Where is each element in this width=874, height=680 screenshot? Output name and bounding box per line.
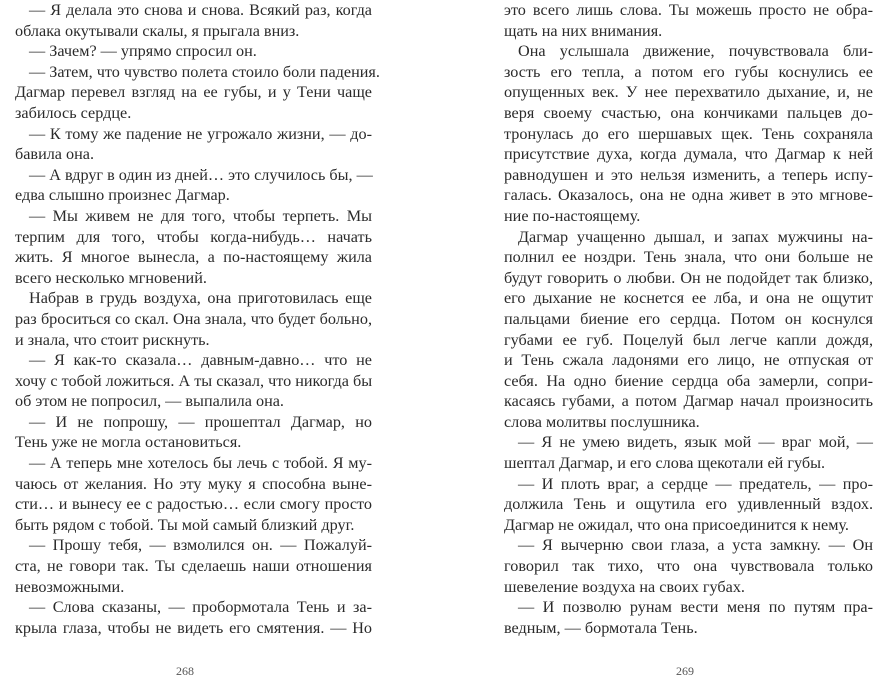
page-number-left: 268 bbox=[176, 664, 194, 678]
text-line: всего несколько мгновений. bbox=[15, 268, 207, 287]
text-line: жить. Я многое вынесла, а по-настоящему жила bbox=[15, 248, 372, 267]
text-line: шевеление воздуха на своих губах. bbox=[504, 577, 745, 596]
text-line: присутствие духа, когда думала, что Дагмар к ней bbox=[504, 145, 873, 164]
text-line: говорил так тихо, что она чувствовала только bbox=[504, 557, 873, 576]
page-number-right: 269 bbox=[676, 664, 694, 678]
text-line: Дагмар не ожидал, что она присоединится к нему. bbox=[504, 515, 849, 534]
text-line: сти… и вынесу ее с радостью… если смогу просто bbox=[15, 495, 372, 514]
text-line: крыла глаза, чтобы не видеть его смятения. — Но bbox=[15, 618, 372, 637]
text-line: невозможными. bbox=[15, 577, 125, 596]
text-line: должила Тень и ощутила его удивленный вздох. bbox=[504, 495, 873, 514]
right-page bbox=[504, 0, 873, 638]
text-line: зость его тепла, а потом его губы коснулись ее bbox=[504, 62, 873, 81]
text-line: — К тому же падение не угрожало жизни, — до- bbox=[29, 124, 372, 143]
text-line: галась. Оказалось, она не одна живет в это мгнове- bbox=[504, 186, 873, 205]
text-line: шептал Дагмар, и его слова щекотали ей губы. bbox=[504, 454, 826, 473]
text-line: — И плоть враг, а сердце — предатель, — про- bbox=[518, 474, 873, 493]
text-line: — Я как-то сказала… давным-давно… что не bbox=[29, 351, 372, 370]
text-line: — А теперь мне хотелось бы лечь с тобой. Я му- bbox=[29, 454, 372, 473]
text-line: себя. На одно биение сердца оба замерли, сопри- bbox=[504, 371, 873, 390]
text-line: касаясь губами, а потом Дагмар начал произносить bbox=[504, 392, 873, 411]
text-line: — Затем, что чувство полета стоило боли падения. bbox=[29, 62, 380, 81]
text-line: ние по-настоящему. bbox=[504, 206, 641, 225]
text-line: облака окутывали скалы, я прыгала вниз. bbox=[15, 21, 300, 40]
text-line: — Слова сказаны, — пробормотала Тень и за- bbox=[29, 598, 372, 617]
text-line: — Прошу тебя, — взмолился он. — Пожалуй- bbox=[29, 536, 372, 555]
text-line: Дагмар учащенно дышал, и запах мужчины на- bbox=[518, 227, 873, 246]
text-line: об этом не попросил, — выпалила она. bbox=[15, 392, 284, 411]
text-line: слова молитвы послушника. bbox=[504, 412, 700, 431]
text-line: ведным, — бормотала Тень. bbox=[504, 618, 698, 637]
text-line: и знала, что стоит рискнуть. bbox=[15, 330, 210, 349]
text-line: Набрав в грудь воздуха, она приготовилась еще bbox=[29, 289, 372, 308]
text-line: губами ее губ. Поцелуй был легче капли дождя, bbox=[504, 330, 873, 349]
text-line: Она услышала движение, почувствовала бли- bbox=[518, 42, 873, 61]
text-line: — А вдруг в один из дней… это случилось бы, — bbox=[29, 165, 373, 184]
text-line: ста, не говори так. Ты сделаешь наши отношения bbox=[15, 557, 372, 576]
text-line: забилось сердце. bbox=[15, 103, 132, 122]
text-line: полнил ее ноздри. Тень знала, что они больше не bbox=[504, 248, 873, 267]
text-line: тронулась до его шершавых щек. Тень сохраняла bbox=[504, 124, 873, 143]
text-line: — Мы живем не для того, чтобы терпеть. Мы bbox=[29, 206, 372, 225]
text-line: это всего лишь слова. Ты можешь просто не обра- bbox=[504, 1, 873, 19]
text-line: едва слышно произнес Дагмар. bbox=[15, 186, 230, 205]
text-line: чаюсь от желания. Но эту муку я способна выне- bbox=[15, 474, 372, 493]
text-line: равнодушен и это нельзя изменить, а теперь испу- bbox=[504, 165, 873, 184]
text-line: будут говорить о любви. Он не подойдет так близко, bbox=[504, 268, 873, 287]
text-line: бавила она. bbox=[15, 145, 95, 164]
text-line: Дагмар перевел взгляд на ее губы, и у Тени чаще bbox=[15, 83, 372, 102]
text-line: — И не попрошу, — прошептал Дагмар, но bbox=[29, 412, 372, 431]
text-line: быть рядом с тобой. Ты мой самый близкий друг. bbox=[15, 515, 355, 534]
text-line: его дыхание не коснется ее лба, и она не ощутит bbox=[504, 289, 873, 308]
text-line: — Я не умею видеть, язык мой — враг мой, — bbox=[518, 433, 873, 452]
left-page bbox=[15, 0, 380, 638]
text-line: — Я вычерню свои глаза, а уста замкну. — Он bbox=[518, 536, 873, 555]
text-line: — Я делала это снова и снова. Всякий раз, когда bbox=[29, 1, 372, 19]
text-line: веря своему счастью, она кончиками пальцев до- bbox=[504, 103, 873, 122]
text-line: раз броситься со скал. Она знала, что будет больно, bbox=[15, 309, 372, 328]
text-line: и Тень сжала ладонями его лицо, не отпуская от bbox=[504, 351, 873, 370]
text-line: — И позволю рунам вести меня по путям пра- bbox=[518, 598, 873, 617]
text-line: щать на них внимания. bbox=[504, 21, 663, 40]
text-line: Тень уже не могла остановиться. bbox=[15, 433, 242, 452]
text-line: — Зачем? — упрямо спросил он. bbox=[29, 42, 257, 61]
text-line: пальцами биение его сердца. Потом он коснулся bbox=[504, 309, 873, 328]
text-line: терпим для того, чтобы когда-нибудь… начать bbox=[15, 227, 372, 246]
text-line: опущенных век. У нее перехватило дыхание, и, не bbox=[504, 83, 873, 102]
text-line: хочу с тобой ложиться. А ты сказал, что никогда бы bbox=[15, 371, 373, 390]
